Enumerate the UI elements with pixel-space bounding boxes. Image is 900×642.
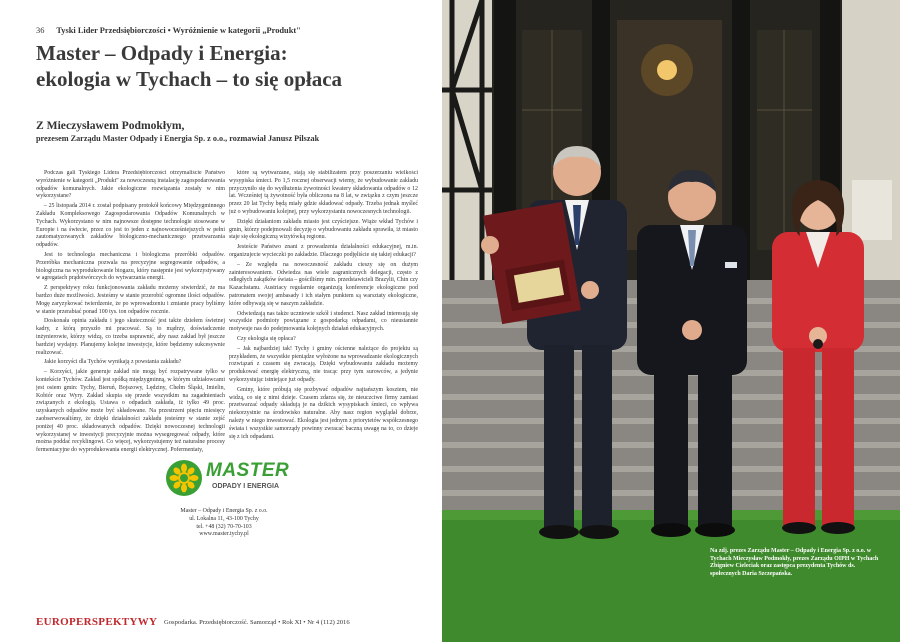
paragraph: – 25 listopada 2014 r. został podpisany protokół końcowy Międzygminnego Zakładu Kompleksowego Zagospodarowania Odpadów Komunalnych w Tychach. Wykorzystano w nim najnowsze dostępne technologie stosowane w Europie i na świecie, przez co jest to jeden z najnowocześniejszych w pełni zautomatyzowanych zakładów biologiczno-mechanicznego przetwarzania odpadów. bbox=[36, 203, 225, 249]
title-line-2: ekologia w Tychach – to się opłaca bbox=[36, 67, 343, 91]
issue-info: Gospodarka. Przedsiębiorczość. Samorząd • Rok XI • Nr 4 (112) 2016 bbox=[164, 619, 350, 626]
paragraph: – Ze względu na nowoczesność zakładu cieszy się on dużym zainteresowaniem. Odwiedza nas wiele zagranicznych delegacji, często z odległych zakątków świata – gościliśmy min. przedstawicieli Brazylii, Chin czy Kazachstanu. Austriacy regularnie organizują konferencje ekologiczne pod patronatem swojej ambasady i ich stałym punktem są warsztaty ekologiczne, które odbywają się w naszym zakładzie. bbox=[229, 261, 418, 307]
text-column-right bbox=[229, 170, 418, 626]
company-name: Master – Odpady i Energia Sp. z o.o. bbox=[180, 508, 268, 514]
paragraph: Doskonała opinia zakładu i jego skuteczność jest także dziełem świetnej kadry, z którą przyszło mi pracować. Są to mądrzy, doświadczenie inżynierowie, którzy widzą, co trzeba usprawnić, aby nasz zakład był jeszcze bardziej wydajny. Planujemy kolejne inwestycje, które będziemy sukcesywnie realizować. bbox=[36, 318, 225, 356]
running-title: Tyski Lider Przedsiębiorczości • Wyróżnienie w kategorii „Produkt" bbox=[56, 26, 301, 35]
logo-word: MASTER bbox=[206, 460, 290, 481]
company-address: ul. Lokalna 11, 43-100 Tychy bbox=[189, 515, 259, 522]
paragraph: Dzięki działaniom zakładu miasto jest czyściejsze. Wiąże wkład Tychów i gmin, którzy podejmowali decyzję o wybudowaniu zakładu sprawiła, iż miasto staje się ekologiczną wizytówką regionu. bbox=[229, 218, 418, 241]
logo-subtitle: ODPADY I ENERGIA bbox=[212, 483, 280, 490]
paragraph: Jesteście Państwo znani z prowadzenia działalności edukacyjnej, m.in. organizujecie wycieczki po zakładzie. Dlaczego podjęliście się takiej edukacji? bbox=[229, 244, 418, 258]
paragraph: – Jak najbardziej tak! Tychy i gminy ościenne należące do projektu są przykładem, że wszystkie pieniądze wyłożone na wprowadzanie ekologicznych rozwiązań z czasem się zwracają. Dzięki wybudowaniu zakładu możemy produkować energię elektryczną, nie tracąc przy tym surowców, a jedynie wykorzystując istniejące już odpady. bbox=[229, 345, 418, 383]
company-phone: tel. +48 (32) 70-70-103 bbox=[196, 523, 252, 530]
paragraph: Z perspektywy roku funkcjonowania zakładu możemy stwierdzić, że ma bardzo duże możliwości. Jesteśmy w stanie przerobić ogromne ilości odpadów. Mogę zaryzykować twierdzenie, że po wprowadzeniu i zmianie pracy byliśmy w stanie przerabiać ponad 100 tys. ton odpadów rocznie. bbox=[36, 285, 225, 315]
company-website[interactable]: www.master.tychy.pl bbox=[199, 531, 249, 538]
article-title bbox=[36, 40, 416, 92]
running-head bbox=[36, 26, 301, 35]
title-line-1: Master – Odpady i Energia: bbox=[36, 41, 288, 65]
award-photo bbox=[442, 0, 900, 642]
paragraph: Jakie korzyści dla Tychów wynikają z powstania zakładu? bbox=[44, 359, 182, 366]
article-page bbox=[0, 0, 442, 642]
page-number: 36 bbox=[36, 26, 45, 35]
lead-line-1: Z Mieczysławem Podmokłym, bbox=[36, 119, 185, 132]
page-footer bbox=[36, 616, 426, 630]
paragraph: Czy ekologia się opłaca? bbox=[237, 335, 296, 342]
paragraph: Podczas gali Tyskiego Lidera Przedsiębiorczości otrzymaliście Państwo wyróżnienie w kategorii „Produkt" za nowoczesną instalację zagospodarowania odpadów komunalnych. Jakie ekologiczne rozwiązania zostały w nim wykorzystane? bbox=[36, 170, 225, 200]
logo-circle-icon bbox=[166, 460, 202, 496]
paragraph: Jest to technologia mechaniczna i biologiczna przeróbki odpadów. Przeróbka mechaniczna pozwala na precyzyjne segregowanie odpadów, a biologiczna na wyprodukowanie biogazu, który następnie jest wykorzystywany w agregatach prądotwórczych do wytwarzania energii. bbox=[36, 251, 225, 282]
photo-page bbox=[442, 0, 900, 642]
magazine-brand: EUROPERSPEKTYWY bbox=[36, 616, 158, 628]
paragraph: Gminy, które próbują się pozbywać odpadów najtańszym kosztem, nie widzą, co się z nimi dzieje. Czasem zdarza się, że nieuczciwe firmy zamiast przetwarzać odpady składują je na dzikich wysypiskach śmieci, co wpływa niekorzystnie na środowisko naturalne. Aby nasz region wyglądał dobrze, należy w niego inwestować. Ekologia jest jednym z priorytetów współczesnego świata i wszystkie samorządy powinny zwracać baczną uwagę na to, co dzieje się z ich odpadami. bbox=[229, 386, 418, 440]
paragraph: – Korzyści, jakie generuje zakład nie mogą być rozpatrywane tylko w kontekście Tychów. Zakład jest spółką międzygminną, w którym udziałowcami jest osiem gmin: Tychy, Bieruń, Bojszowy, Lędziny, Chełm Śląski, Imielin, Kobiór oraz Wyry. Zakład skupia się przede wszystkim na zagadnieniach związanych z ekologią. Ustawa o odpadach zakłada, iż tylko 49 proc. uzyskanych odpadów może być składowane. Na przestrzeni pięciu miesięcy zaobserwowaliśmy, że dzięki działalności zakładu jesteśmy w stanie zejść poniżej 40 proc. składowanych odpadów. Dzięki nowoczesnej technologii wykorzystanej w inwestycji precyzyjnie można wysegregować odpady, które można poddać recyklingowi. Co więcej, wykorzystujemy też naturalne procesy fermentacyjne do wyprodukowania energii elektrycznej. Pofermentaty, bbox=[36, 369, 225, 454]
company-contact bbox=[166, 508, 282, 539]
lead-line-2: prezesem Zarządu Master Odpady i Energia Sp. z o.o., rozmawiał Janusz Pilszak bbox=[36, 134, 320, 143]
paragraph: Odwiedzają nas także uczniowie szkół i studenci. Nasz zakład interesują się wszystkie podmioty powiązane z gospodarką odpadami, co nieustannie motywuje nas do podejmowania kolejnych działań edukacyjnych. bbox=[229, 310, 418, 333]
master-logo bbox=[166, 460, 290, 504]
article-lead bbox=[36, 118, 426, 145]
photo-caption: Na zdj. prezes Zarządu Master – Odpady i Energia Sp. z o.o. w Tychach Mieczysław Podmokły, prezes Zarządu OIPH w Tychach Zbigniew Cieleciak oraz zastępca prezydenta Tychów ds. społecznych Daria Szczepańska. bbox=[710, 548, 879, 577]
paragraph: które są wytwarzane, stają się stabilizatem przy poszerzaniu wielkości wysypiska śmieci. Po 1,5 rocznej obserwacji wiemy, że wybudowanie zakładu przyczyniło się do wydłużenia żywotności kwatery składowania odpadów o 12 lat. Wcześniej tą żywotność była obliczona na 8 lat, w związku z czym jeszcze przez 20 lat Tychy będą miały gdzie składować odpady. Trzeba jednak myśleć już o wybudowaniu kolejnej, przy wykorzystaniu nowoczesnych technologii. bbox=[229, 170, 418, 215]
